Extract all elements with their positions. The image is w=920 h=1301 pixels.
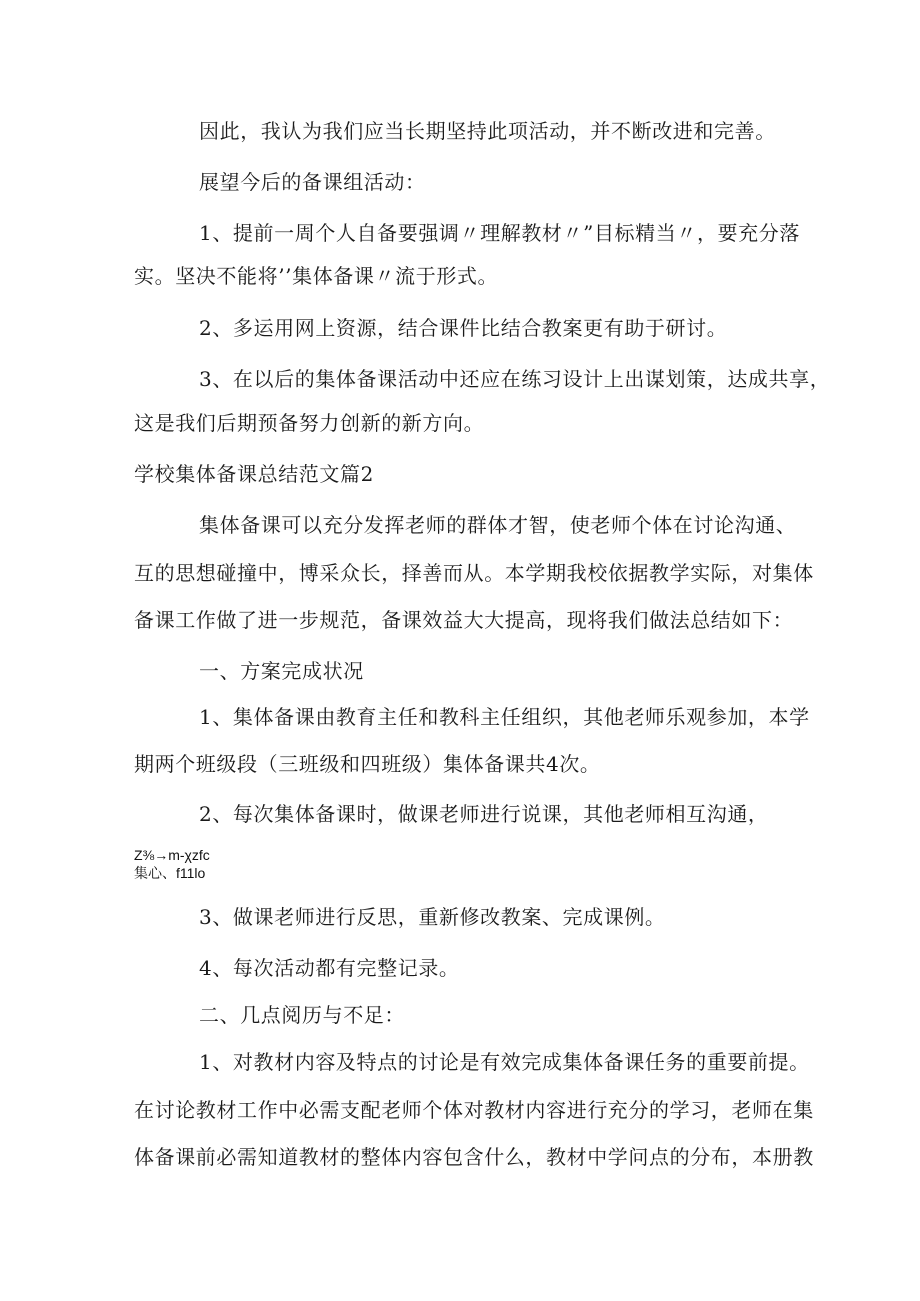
- paragraph-line: 4、每次活动都有完整记录。: [199, 956, 460, 980]
- garbled-text: 集心、f11lo: [134, 865, 206, 881]
- paragraph-line: 1、对教材内容及特点的讨论是有效完成集体备课任务的重要前提。: [199, 1050, 810, 1074]
- garbled-text: Z⅜→m-χzfc: [134, 847, 210, 863]
- section-heading: 二、几点阅历与不足：: [199, 1003, 405, 1027]
- paragraph-line: 这是我们后期预备努力创新的新方向。: [134, 411, 485, 435]
- paragraph-line: 因此，我认为我们应当长期坚持此项活动，并不断改进和完善。: [199, 119, 776, 143]
- paragraph-line: 体备课前必需知道教材的整体内容包含什么，教材中学问点的分布，本册教: [134, 1145, 814, 1169]
- paragraph-line: 实。坚决不能将’’集体备课〃流于形式。: [134, 264, 499, 288]
- paragraph-line: 展望今后的备课组活动：: [199, 170, 426, 194]
- paragraph-line: 期两个班级段（三班级和四班级）集体备课共4次。: [134, 752, 601, 776]
- paragraph-line: 2、多运用网上资源，结合课件比结合教案更有助于研讨。: [199, 316, 728, 340]
- section-heading: 学校集体备课总结范文篇2: [134, 462, 374, 486]
- paragraph-line: 一、方案完成状况: [199, 659, 364, 683]
- paragraph-line: 3、做课老师进行反思，重新修改教案、完成课例。: [199, 905, 666, 929]
- paragraph-line: 互的思想碰撞中，博采众长，择善而从。本学期我校依据教学实际，对集体: [134, 561, 814, 585]
- paragraph-line: 2、每次集体备课时，做课老师进行说课，其他老师相互沟通，: [199, 802, 769, 826]
- paragraph-line: 3、在以后的集体备课活动中还应在练习设计上出谋划策，达成共享，: [199, 367, 831, 391]
- paragraph-line: 备课工作做了进一步规范，备课效益大大提高，现将我们做法总结如下：: [134, 608, 794, 632]
- paragraph-line: 集体备课可以充分发挥老师的群体才智，使老师个体在讨论沟通、: [199, 513, 797, 537]
- paragraph-line: 在讨论教材工作中必需支配老师个体对教材内容进行充分的学习，老师在集: [134, 1098, 814, 1122]
- paragraph-line: 1、集体备课由教育主任和教科主任组织，其他老师乐观参加，本学: [199, 705, 810, 729]
- paragraph-line: 1、提前一周个人自备要强调〃理解教材〃”目标精当〃，要充分落: [199, 221, 800, 245]
